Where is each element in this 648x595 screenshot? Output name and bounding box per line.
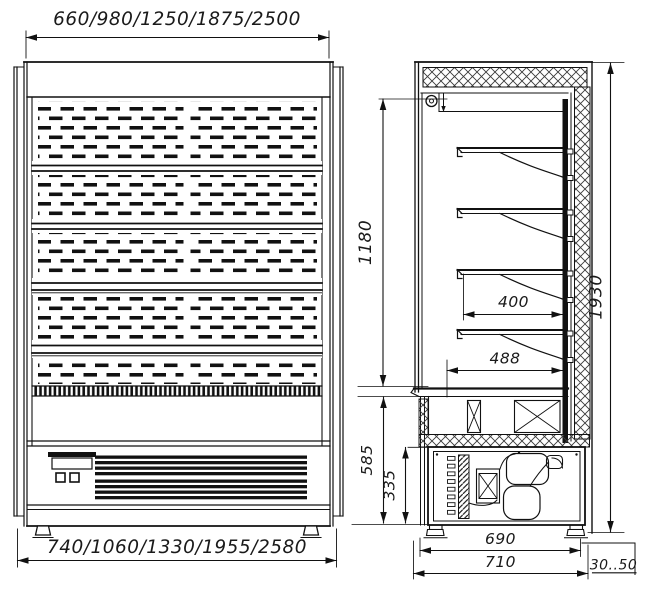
dim-width-bottom	[18, 529, 337, 567]
dim-total-depth-label: 710	[484, 553, 517, 571]
base-front	[27, 441, 330, 510]
dim-machine-height	[381, 447, 430, 523]
dim-width-top-label: 660/980/1250/1875/2500	[53, 9, 301, 30]
dim-base-height-label: 585	[358, 444, 376, 476]
display-area	[32, 97, 322, 446]
switch-right	[70, 473, 79, 482]
top-insulation	[423, 68, 587, 88]
controller-display	[48, 452, 96, 457]
shelf	[458, 209, 574, 242]
switch-left	[56, 473, 65, 482]
dim-deck-depth-label: 488	[489, 349, 521, 368]
dim-deck-depth	[447, 350, 563, 398]
machine-compartment	[428, 447, 585, 525]
ventilation-grille	[95, 456, 307, 500]
dim-opening-height	[356, 99, 447, 387]
dim-opening-height-label: 1180	[356, 219, 376, 266]
dim-foot-adjust-label: 30..50	[589, 557, 638, 574]
shelves-side	[458, 148, 574, 363]
feet-front	[33, 526, 321, 538]
dim-base-height	[352, 397, 427, 525]
front-view	[14, 62, 343, 538]
dim-shelf-depth-label: 400	[497, 293, 530, 311]
back-insulation	[575, 87, 591, 439]
dim-machine-height-label: 335	[380, 469, 399, 501]
front-frame	[415, 62, 425, 525]
controller-unit	[48, 452, 96, 482]
deck-front-strip	[32, 386, 322, 396]
floor-insulation	[419, 435, 590, 448]
dim-width-top	[26, 9, 329, 58]
dim-width-bottom-label: 740/1060/1330/1955/2580	[46, 537, 308, 558]
controller-box	[52, 458, 92, 469]
dim-feet-span-label: 690	[484, 530, 517, 548]
dim-total-height-label: 1930	[586, 274, 607, 320]
lamp-fixture	[426, 96, 437, 107]
dim-foot-adjust	[582, 543, 637, 575]
shelf	[458, 148, 574, 181]
